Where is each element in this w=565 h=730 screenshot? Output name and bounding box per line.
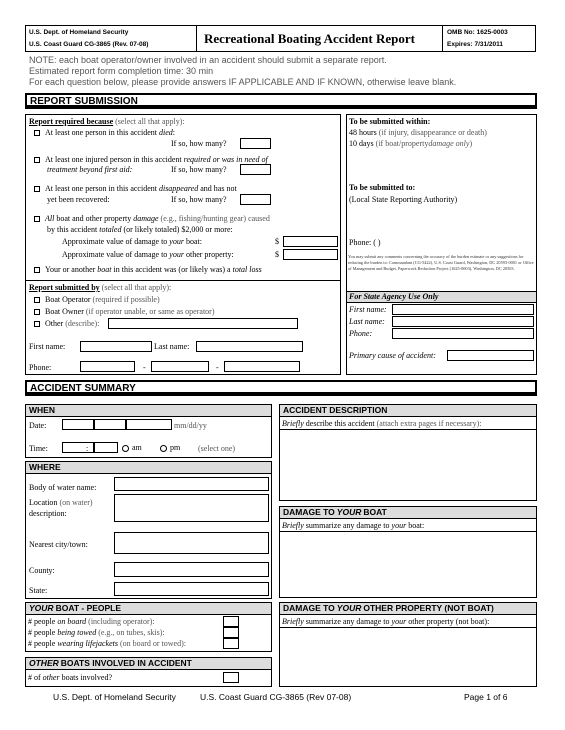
total-loss-text: Your or another — [45, 265, 96, 274]
location-text: Location — [29, 498, 58, 507]
pm-radio[interactable] — [160, 445, 167, 452]
injured-how-many-label: If so, how many? — [171, 165, 227, 174]
lifejackets-hint: (on board or towed): — [119, 639, 186, 648]
dollar-sign-2: $ — [275, 250, 279, 259]
description-describe: describe this accident — [305, 419, 375, 428]
location-description-label: description: — [29, 509, 67, 518]
people-towed-field[interactable] — [223, 627, 239, 638]
pm-option — [160, 443, 180, 452]
injured-checkbox[interactable] — [34, 157, 40, 163]
damage-your-boat-prompt-text — [282, 521, 424, 530]
time-hour-field[interactable] — [62, 442, 94, 453]
total-loss-checkbox[interactable] — [34, 267, 40, 273]
other-boats-count-text: # of — [28, 673, 41, 682]
footer-page-number: Page 1 of 6 — [464, 692, 508, 702]
dop-briefly: Briefly — [282, 617, 304, 626]
date-day-field[interactable] — [94, 419, 126, 430]
within-48-hint: (if injury, disappearance or death) — [378, 128, 487, 137]
operator-checkbox[interactable] — [34, 297, 40, 303]
phone-dash-2: - — [216, 363, 219, 372]
on-board-text: # people — [28, 617, 56, 626]
your-boat-people-header — [26, 603, 271, 615]
phone-prefix-field[interactable] — [151, 361, 209, 372]
nearest-city-field[interactable] — [114, 532, 269, 554]
injured-text: At least one injured person in this accident — [45, 155, 182, 164]
within-48 — [349, 128, 487, 137]
damage-text: boat and other property — [56, 214, 132, 223]
reason-damage — [34, 214, 270, 223]
lifejackets-text: # people — [28, 639, 56, 648]
dop-other: other property (not boat): — [408, 617, 490, 626]
your-boat-damage-text: Approximate value of damage to — [62, 237, 168, 246]
nearest-city-label: Nearest city/town: — [29, 540, 88, 549]
damage-all: All — [45, 214, 55, 223]
other-prop-your: your — [169, 250, 184, 259]
time-colon: : — [86, 444, 89, 453]
within-10-close: ) — [469, 139, 473, 148]
dop-your: your — [391, 617, 407, 626]
dollar-sign: $ — [275, 237, 279, 246]
reason-died: At least one person in this accident died: — [34, 128, 175, 137]
disappeared-italic: disappeared — [158, 184, 199, 193]
form-header — [25, 25, 536, 52]
damage-your-boat-boat: BOAT — [363, 507, 387, 517]
towed-italic: being towed — [57, 628, 97, 637]
within-10-hint: (if boat/property — [375, 139, 429, 148]
damage-other-header — [280, 603, 536, 615]
phone-area-field[interactable] — [80, 361, 135, 372]
where-title: WHERE — [29, 462, 61, 472]
died-checkbox[interactable] — [34, 130, 40, 136]
dop-summarize: summarize any damage to — [305, 617, 390, 626]
time-minute-field[interactable] — [94, 442, 118, 453]
select-one-hint: (select one) — [198, 444, 236, 453]
state-agency-title: For State Agency Use Only — [349, 292, 439, 301]
operator-hint: (required if possible) — [92, 295, 160, 304]
dyb-your: your — [391, 521, 407, 530]
when-header — [26, 405, 271, 417]
phone-label: Phone: — [29, 363, 52, 372]
damage-other-title-a: DAMAGE TO — [283, 603, 335, 613]
damage-your-boat-header — [280, 507, 536, 519]
your-boat-damage-label — [62, 237, 202, 246]
header-expires: Expires: 7/31/2011 — [447, 41, 504, 48]
submitter-other — [34, 319, 99, 328]
dyb-boat: boat: — [408, 521, 425, 530]
to-title: To be submitted to: — [349, 183, 416, 192]
other-property-damage-label — [62, 250, 234, 259]
injured-count-field[interactable] — [240, 164, 271, 175]
your-boat-people-panel — [25, 602, 272, 652]
first-name-label: First name: — [29, 342, 66, 351]
other-boats-title: BOATS INVOLVED IN ACCIDENT — [60, 658, 192, 668]
location-description-field[interactable] — [114, 494, 269, 522]
damage-your-boat-textarea[interactable] — [280, 533, 536, 597]
accident-description-header — [280, 405, 536, 417]
header-omb: OMB No: 1625-0003 — [447, 29, 508, 36]
on-board-hint: (including operator): — [88, 617, 155, 626]
damage-checkbox[interactable] — [34, 216, 40, 222]
owner-checkbox[interactable] — [34, 309, 40, 315]
damage-line-2 — [47, 225, 233, 234]
divider — [26, 280, 340, 281]
when-title: WHEN — [29, 405, 55, 415]
state-field[interactable] — [114, 582, 269, 596]
body-of-water-label: Body of water name: — [29, 483, 97, 492]
burden-note: You may submit any comments concerning the accuracy of the burden estimate or any suggestions for reducing the burden to: Commandant (CG-5422), U.S. Coast Guard, Washington, DC 20593-0001 or Office of Management and Budget, Paperwork Reduction Project (1625-0003), Washington, DC 20503. — [348, 254, 534, 271]
other-boats-header — [26, 658, 271, 670]
people-lifejackets-label — [28, 639, 186, 648]
submitted-select-hint: (select all that apply): — [101, 283, 172, 292]
within-10-label: 10 days — [349, 139, 374, 148]
other-label: Other — [45, 319, 64, 328]
required-because-row — [29, 117, 185, 126]
other-boats-count-label — [28, 673, 112, 682]
location-label — [29, 498, 93, 507]
form-title: Recreational Boating Accident Report — [204, 31, 415, 46]
section-accident-summary — [25, 380, 537, 396]
damage-other-prompt — [280, 615, 536, 628]
towed-hint: (e.g., on tubes, skis): — [98, 628, 165, 637]
people-lifejackets-field[interactable] — [223, 638, 239, 649]
damage-other-title-c: OTHER PROPERTY (NOT BOAT) — [363, 603, 494, 613]
date-hint: mm/dd/yy — [174, 421, 207, 430]
dyb-briefly: Briefly — [282, 521, 304, 530]
note-if-applicable: For each question below, please provide answers IF APPLICABLE AND IF KNOWN, otherwise leave blank. — [29, 77, 457, 87]
am-radio[interactable] — [122, 445, 129, 452]
to-value: (Local State Reporting Authority) — [349, 195, 458, 204]
primary-cause-label: Primary cause of accident: — [349, 351, 436, 360]
header-form-code: U.S. Coast Guard CG-3865 (Rev. 07-08) — [29, 41, 149, 48]
submitted-by-row — [29, 283, 171, 292]
pm-label: pm — [170, 443, 181, 452]
description-prompt-text — [282, 419, 481, 428]
submitted-by-label: Report submitted by — [29, 283, 100, 292]
damage-totaled: totaled — [99, 225, 122, 234]
section-title: REPORT SUBMISSION — [30, 96, 138, 107]
last-name-field[interactable] — [196, 341, 303, 352]
other-prop-text: Approximate value of damage to — [62, 250, 168, 259]
damage-your-boat-prompt — [280, 519, 536, 532]
your-boat-damage-value-field[interactable] — [283, 236, 338, 247]
damage-italic: damage — [133, 214, 159, 223]
body-of-water-field[interactable] — [114, 477, 269, 491]
header-divider-left — [196, 26, 197, 51]
reason-disappeared — [34, 184, 237, 193]
state-agency-panel — [346, 291, 537, 375]
section-title: ACCIDENT SUMMARY — [30, 383, 136, 394]
disappeared-text: At least one person in this accident — [45, 184, 157, 193]
damage-other-textarea[interactable] — [280, 629, 536, 686]
other-boats-count-italic: other — [42, 673, 60, 682]
people-on-board-field[interactable] — [223, 616, 239, 627]
location-hint: (on water) — [59, 498, 93, 507]
state-first-name-field[interactable] — [392, 304, 534, 315]
damage-your-boat-your: YOUR — [336, 507, 362, 517]
died-how-many-label: If so, how many? — [171, 139, 227, 148]
disappeared-recovered: yet been recovered: — [47, 195, 110, 204]
other-boats-count-field[interactable] — [223, 672, 239, 683]
reason-total-loss — [34, 265, 262, 274]
your-boat-boat: boat: — [185, 237, 202, 246]
accident-description-prompt — [280, 417, 536, 430]
people-towed-label — [28, 628, 165, 637]
other-property-damage-value-field[interactable] — [283, 249, 338, 260]
other-boats-other: OTHER — [29, 658, 59, 668]
other-boats-panel — [25, 657, 272, 687]
state-last-name-label: Last name: — [349, 317, 385, 326]
damage-text-g: (or likely totaled) $2,000 or more: — [123, 225, 233, 234]
last-name-label: Last name: — [154, 342, 190, 351]
damage-text-e: by this accident — [47, 225, 98, 234]
your-boat-your: your — [169, 237, 184, 246]
report-required-panel — [25, 114, 341, 375]
disappeared-checkbox[interactable] — [34, 186, 40, 192]
people-on-board-label — [28, 617, 155, 626]
your-boat-people-title: BOAT - PEOPLE — [55, 603, 122, 613]
header-agency: U.S. Dept. of Homeland Security — [29, 29, 129, 36]
county-label: County: — [29, 566, 55, 575]
note-completion-time: Estimated report form completion time: 30 min — [29, 66, 214, 76]
where-panel — [25, 461, 272, 599]
phone-line-field[interactable] — [224, 361, 300, 372]
state-last-name-field[interactable] — [392, 316, 534, 327]
footer-form-code: U.S. Coast Guard CG-3865 (Rev 07-08) — [200, 692, 352, 702]
within-title: To be submitted within: — [349, 117, 431, 126]
date-label: Date: — [29, 421, 47, 430]
your-boat-people-your: YOUR — [29, 603, 54, 613]
other-boats-count-text-2: boats involved? — [61, 673, 112, 682]
total-loss-text-c: in this accident was (or likely was) a — [113, 265, 231, 274]
select-all-hint: (select all that apply): — [115, 117, 185, 126]
within-10 — [349, 139, 472, 148]
primary-cause-field[interactable] — [447, 350, 534, 361]
first-name-field[interactable] — [80, 341, 152, 352]
accident-description-title: ACCIDENT DESCRIPTION — [283, 405, 388, 415]
towed-text: # people — [28, 628, 56, 637]
within-48-label: 48 hours — [349, 128, 377, 137]
county-field[interactable] — [114, 562, 269, 577]
phone-dash-1: - — [143, 363, 146, 372]
state-first-name-label: First name: — [349, 305, 387, 314]
authority-phone: Phone: ( ) — [349, 238, 381, 247]
submitter-owner — [34, 307, 215, 316]
total-loss-italic: total loss — [232, 265, 262, 274]
where-header — [26, 462, 271, 474]
date-year-field[interactable] — [126, 419, 172, 430]
dyb-summarize: summarize any damage to — [305, 521, 390, 530]
accident-description-textarea[interactable] — [280, 431, 536, 500]
within-10-italic: damage only — [428, 139, 470, 148]
footer-agency: U.S. Dept. of Homeland Security — [53, 692, 176, 702]
accident-description-panel — [279, 404, 537, 501]
other-checkbox[interactable] — [34, 321, 40, 327]
am-label: am — [132, 443, 142, 452]
description-briefly: Briefly — [282, 419, 304, 428]
damage-your-boat-panel — [279, 506, 537, 598]
reason-injured — [34, 155, 268, 164]
disappeared-text-2: and has not — [200, 184, 237, 193]
state-agency-header — [347, 292, 536, 303]
operator-label: Boat Operator — [45, 295, 91, 304]
required-because-label: Report required because — [29, 117, 114, 126]
total-loss-boat: boat — [97, 265, 112, 274]
note-separate-report: NOTE: each boat operator/owner involved in an accident should submit a separate report. — [29, 55, 387, 65]
lifejackets-italic: wearing lifejackets — [57, 639, 118, 648]
damage-hint: (e.g., fishing/hunting gear) caused — [160, 214, 270, 223]
date-month-field[interactable] — [62, 419, 94, 430]
state-label: State: — [29, 586, 48, 595]
time-label: Time: — [29, 444, 48, 453]
other-hint: (describe): — [65, 319, 100, 328]
other-prop-label: other property: — [185, 250, 234, 259]
injured-treatment: treatment beyond first aid: — [47, 165, 133, 174]
other-describe-field[interactable] — [108, 318, 298, 329]
on-board-italic: on board — [57, 617, 87, 626]
submitter-operator — [34, 295, 160, 304]
section-report-submission — [25, 93, 537, 109]
damage-your-boat-title-a: DAMAGE TO — [283, 507, 335, 517]
disappeared-count-field[interactable] — [240, 194, 271, 205]
owner-label: Boat Owner — [45, 307, 84, 316]
died-count-field[interactable] — [240, 138, 271, 149]
damage-other-property-panel — [279, 602, 537, 687]
state-phone-field[interactable] — [392, 328, 534, 339]
when-panel — [25, 404, 272, 458]
state-phone-label: Phone: — [349, 329, 373, 338]
header-divider-right — [442, 26, 443, 51]
owner-hint: (if operator unable, or same as operator) — [85, 307, 215, 316]
died-italic: died — [158, 128, 173, 137]
injured-italic: required or was in need of — [183, 155, 268, 164]
damage-other-your: YOUR — [336, 603, 362, 613]
damage-other-prompt-text — [282, 617, 489, 626]
description-hint: (attach extra pages if necessary): — [376, 419, 482, 428]
disappeared-how-many-label: If so, how many? — [171, 195, 227, 204]
died-text: At least one person in this accident — [45, 128, 157, 137]
am-option — [122, 443, 142, 452]
